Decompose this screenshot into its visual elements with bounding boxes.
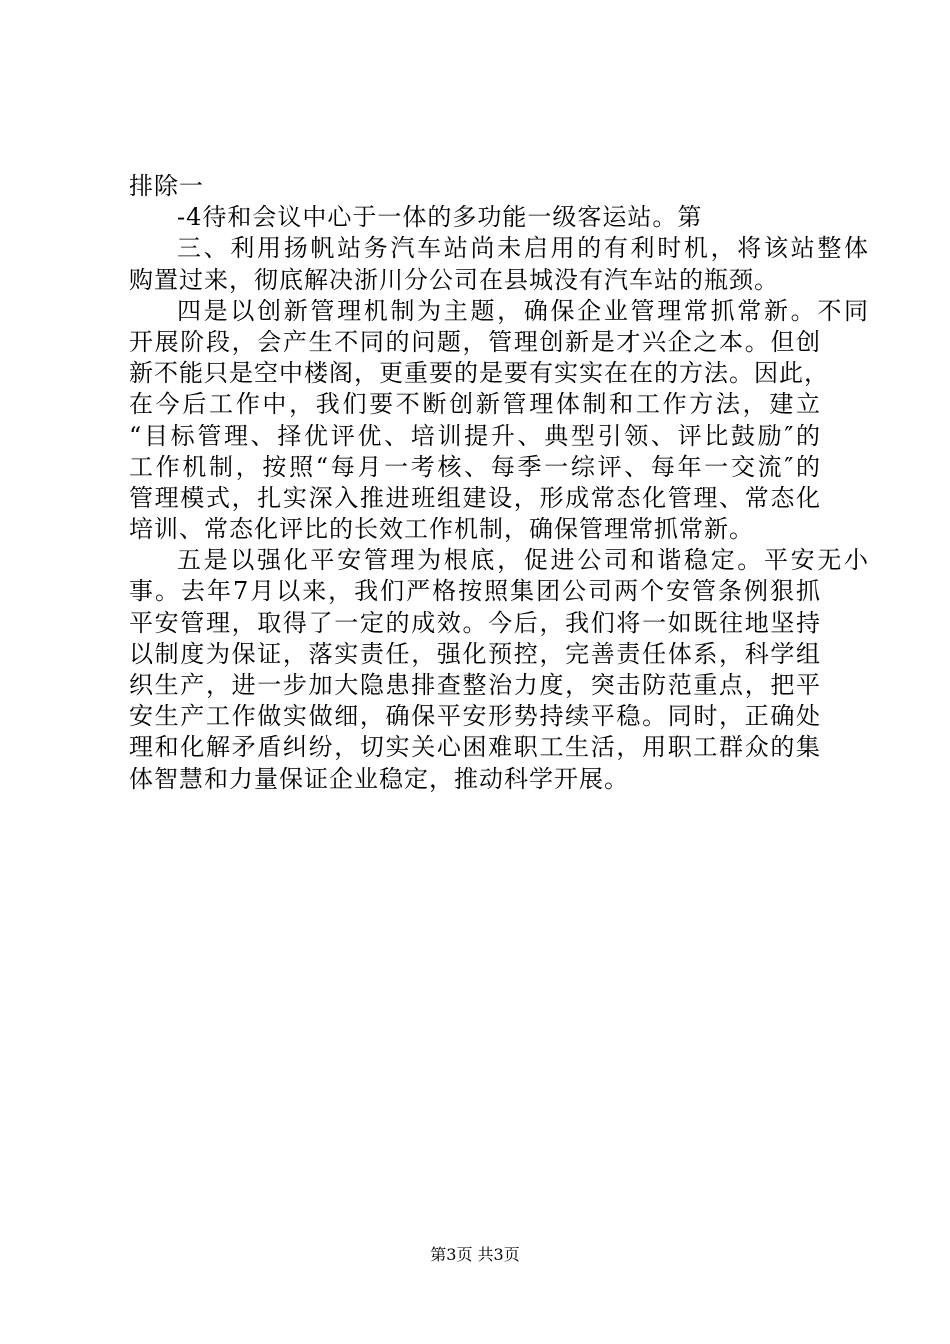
text-line: 织生产，进一步加大隐患排查整治力度，突击防范重点，把平	[129, 671, 821, 699]
text-line: 事。去年7月以来，我们严格按照集团公司两个安管条例狠抓	[129, 577, 821, 606]
text-line: “目标管理、择优评优、培训提升、典型引领、评比鼓励″的	[129, 421, 821, 450]
text-line: 体智慧和力量保证企业稳定，推动科学开展。	[129, 764, 629, 793]
text-line: 排除一	[129, 172, 204, 200]
text-line: 新不能只是空中楼阁，更重要的是要有实实在在的方法。因此，	[129, 359, 829, 388]
text-line: 五是以强化平安管理为根底，促进公司和谐稳定。平安无小	[177, 546, 869, 575]
text-line: 安生产工作做实做细，确保平安形势持续平稳。同时，正确处	[129, 702, 821, 731]
text-line: -4待和会议中心于一体的多功能一级客运站。第	[177, 203, 703, 232]
text-line: 开展阶段，会产生不同的问题，管理创新是才兴企之本。但创	[129, 327, 821, 356]
text-line: 管理模式，扎实深入推进班组建设，形成常态化管理、常态化	[129, 483, 821, 512]
page-footer: 第3页 共3页	[430, 1245, 520, 1264]
text-line: 平安管理，取得了一定的成效。今后，我们将一如既往地坚持	[129, 608, 821, 637]
text-line: 以制度为保证，落实责任，强化预控，完善责任体系，科学组	[129, 639, 821, 668]
text-line: 培训、常态化评比的长效工作机制，确保管理常抓常新。	[129, 515, 754, 544]
text-line: 购置过来，彻底解决浙川分公司在县城没有汽车站的瓶颈。	[129, 265, 779, 294]
text-line: 理和化解矛盾纠纷，切实关心困难职工生活，用职工群众的集	[129, 733, 821, 762]
text-line: 三、利用扬帆站务汽车站尚未启用的有利时机，将该站整体	[177, 234, 869, 263]
text-line: 工作机制，按照“每月一考核、每季一综评、每年一交流″的	[129, 452, 821, 481]
document-body	[129, 171, 869, 795]
text-line: 在今后工作中，我们要不断创新管理体制和工作方法，建立	[129, 390, 821, 419]
text-line: 四是以创新管理机制为主题，确保企业管理常抓常新。不同	[177, 296, 869, 325]
